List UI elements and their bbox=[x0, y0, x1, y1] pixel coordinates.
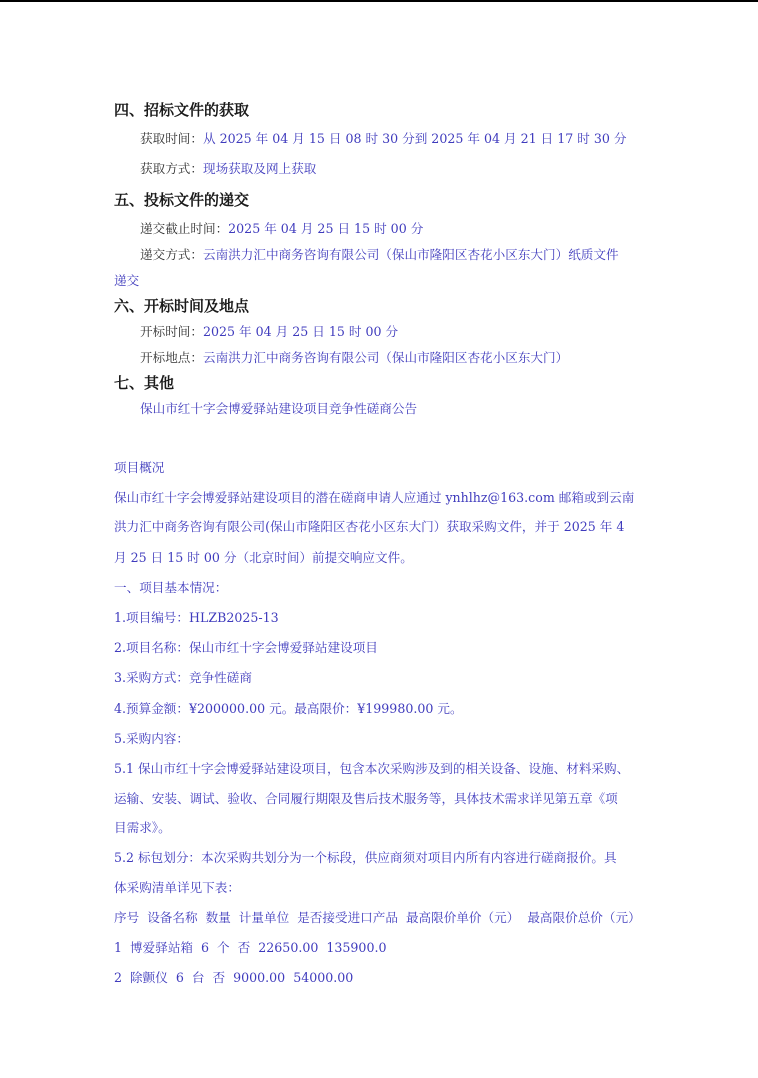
table-header-cell: 是否接受进口产品 bbox=[297, 910, 398, 925]
item-5-1-line-2: 运输、安装、调试、验收、合同履行期限及售后技术服务等，具体技术需求详见第五章《项 bbox=[114, 791, 618, 806]
table-header-cell: 设备名称 bbox=[147, 910, 198, 925]
table-header-cell: 最高限价总价（元） bbox=[527, 910, 641, 925]
table-cell: 台 bbox=[191, 970, 205, 985]
table-header-cell: 数量 bbox=[205, 910, 231, 925]
table-header-row bbox=[114, 910, 645, 926]
section-4-heading: 四、招标文件的获取 bbox=[114, 101, 250, 119]
get-method-label: 获取方式： bbox=[140, 161, 203, 176]
table-cell: 22650.00 bbox=[258, 940, 319, 955]
table-cell: 1 bbox=[114, 940, 123, 955]
table-header-cell: 计量单位 bbox=[238, 910, 290, 925]
get-method-value: 现场获取及网上获取 bbox=[202, 161, 317, 176]
open-time-value: 2025 年 04 月 25 日 15 时 00 分 bbox=[202, 324, 399, 339]
table-cell: 6 bbox=[201, 940, 210, 955]
table-header-cell: 最高限价单价（元） bbox=[405, 910, 520, 925]
table-row bbox=[114, 940, 390, 956]
submit-method-value: 云南洪力汇中商务咨询有限公司（保山市隆阳区杏花小区东大门）纸质文件 bbox=[202, 247, 619, 262]
overview-line-3: 月 25 日 15 时 00 分（北京时间）前提交响应文件。 bbox=[114, 550, 413, 565]
basic-info-title: 一、项目基本情况： bbox=[114, 580, 228, 595]
section-7-heading: 七、其他 bbox=[114, 374, 175, 392]
submit-method-line bbox=[140, 247, 680, 263]
open-time-line bbox=[140, 324, 680, 340]
table-cell: 6 bbox=[175, 970, 184, 985]
item-5-1-line-1: 5.1 保山市红十字会博爱驿站建设项目，包含本次采购涉及到的相关设备、设施、材料采购、 bbox=[114, 761, 630, 776]
overview-line-1: 保山市红十字会博爱驿站建设项目的潜在磋商申请人应通过 ynhlhz@163.com 邮箱或到云南 bbox=[114, 490, 635, 505]
overview-title: 项目概况 bbox=[114, 460, 165, 475]
item-procurement-method: 3.采购方式：竞争性磋商 bbox=[114, 670, 252, 685]
get-time-value: 从 2025 年 04 月 15 日 08 时 30 分到 2025 年 04 月 21 日 17 时 30 分 bbox=[202, 131, 627, 146]
table-cell: 除颤仪 bbox=[130, 970, 168, 985]
overview-line-2: 洪力汇中商务咨询有限公司(保山市隆阳区杏花小区东大门）获取采购文件，并于 2025 年 4 bbox=[114, 519, 625, 534]
table-header-cell: 序号 bbox=[114, 910, 140, 925]
open-place-label: 开标地点： bbox=[140, 350, 203, 365]
deadline-value: 2025 年 04 月 25 日 15 时 00 分 bbox=[228, 221, 424, 236]
item-5-1-line-3: 目需求》。 bbox=[114, 820, 171, 835]
item-content-title: 5.采购内容： bbox=[114, 731, 189, 746]
item-project-number: 1.项目编号：HLZB2025-13 bbox=[114, 610, 279, 625]
deadline-label: 递交截止时间： bbox=[140, 221, 229, 236]
open-place-value: 云南洪力汇中商务咨询有限公司（保山市隆阳区杏花小区东大门） bbox=[202, 350, 569, 365]
item-project-name: 2.项目名称：保山市红十字会博爱驿站建设项目 bbox=[114, 640, 378, 655]
deadline-line bbox=[140, 221, 680, 237]
table-cell: 135900.0 bbox=[326, 940, 387, 955]
open-time-label: 开标时间： bbox=[140, 324, 203, 339]
section-6-heading: 六、开标时间及地点 bbox=[114, 297, 250, 315]
section-5-heading: 五、投标文件的递交 bbox=[114, 191, 250, 209]
table-row bbox=[114, 970, 357, 986]
table-cell: 2 bbox=[114, 970, 123, 985]
table-cell: 否 bbox=[212, 970, 226, 985]
submit-method-label: 递交方式： bbox=[140, 247, 203, 262]
table-cell: 9000.00 bbox=[233, 970, 286, 985]
submit-method-continuation: 递交 bbox=[114, 273, 140, 288]
table-cell: 54000.00 bbox=[293, 970, 354, 985]
get-time-line bbox=[140, 131, 680, 147]
table-cell: 博爱驿站箱 bbox=[130, 940, 193, 955]
item-budget: 4.预算金额：¥200000.00 元。最高限价：¥199980.00 元。 bbox=[114, 701, 463, 716]
get-time-label: 获取时间： bbox=[140, 131, 203, 146]
get-method-line bbox=[140, 161, 680, 177]
table-cell: 个 bbox=[217, 940, 230, 955]
announcement-title: 保山市红十字会博爱驿站建设项目竞争性磋商公告 bbox=[140, 401, 418, 416]
item-5-2-line-1: 5.2 标包划分：本次采购共划分为一个标段，供应商须对项目内所有内容进行磋商报价。具 bbox=[114, 850, 617, 865]
table-cell: 否 bbox=[237, 940, 251, 955]
open-place-line bbox=[140, 350, 680, 366]
item-5-2-line-2: 体采购清单详见下表： bbox=[114, 880, 240, 895]
